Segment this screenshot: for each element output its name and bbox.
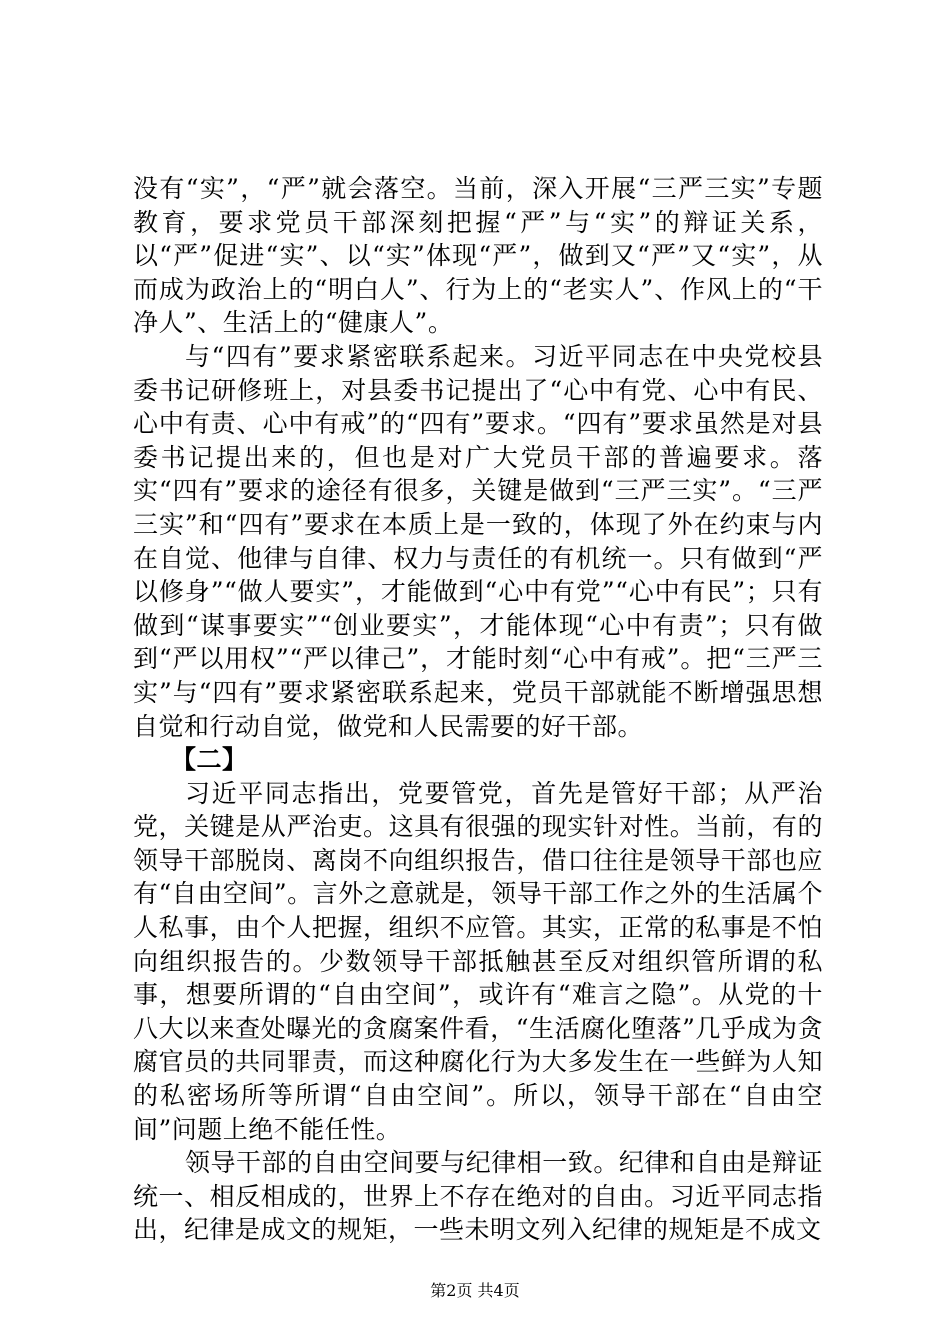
paragraph-free-space: 习近平同志指出，党要管党，首先是管好干部；从严治党，关键是从严治吏。这具有很强的现实针对性。当前，有的领导干部脱岗、离岗不向组织报告，借口往往是领导干部也应有“自由空间”。言外之意就是，领导干部工作之外的生活属个人私事，由个人把握，组织不应管。其实，正常的私事是不怕向组织报告的。少数领导干部抵触甚至反对组织管所谓的私事，想要所谓的“自由空间”，或许有“难言之隐”。从党的十八大以来查处曝光的贪腐案件看，“生活腐化堕落”几乎成为贪腐官员的共同罪责，而这种腐化行为大多发生在一些鲜为人知的私密场所等所谓“自由空间”。所以，领导干部在“自由空间”问题上绝不能任性。 [133, 778, 823, 1144]
paragraph-discipline: 领导干部的自由空间要与纪律相一致。纪律和自由是辩证统一、相反相成的，世界上不存在绝对的自由。习近平同志指出，纪律是成文的规矩，一些未明文列入纪律的规矩是不成文 [133, 1148, 823, 1245]
paragraph-continuation: 没有“实”，“严”就会落空。当前，深入开展“三严三实”专题教育，要求党员干部深刻把握“严”与“实”的辩证关系，以“严”促进“实”、以“实”体现“严”，做到又“严”又“实”，从而成为政治上的“明白人”、行为上的“老实人”、作风上的“干净人”、生活上的“健康人”。 [133, 174, 823, 338]
section-heading: 【二】 [171, 745, 248, 775]
document-body [133, 172, 823, 1247]
paragraph-sixiou: 与“四有”要求紧密联系起来。习近平同志在中央党校县委书记研修班上，对县委书记提出了“心中有党、心中有民、心中有责、心中有戒”的“四有”要求。“四有”要求虽然是对县委书记提出来的，但也是对广大党员干部的普遍要求。落实“四有”要求的途径有很多，关键是做到“三严三实”。“三严三实”和“四有”要求在本质上是一致的，体现了外在约束与内在自觉、他律与自律、权力与责任的有机统一。只有做到“严以修身”“做人要实”，才能做到“心中有党”“心中有民”；只有做到“谋事要实”“创业要实”，才能体现“心中有责”；只有做到“严以用权”“严以律己”，才能时刻“心中有戒”。把“三严三实”与“四有”要求紧密联系起来，党员干部就能不断增强思想自觉和行动自觉，做党和人民需要的好干部。 [133, 341, 823, 741]
page-footer: 第2页 共4页 [430, 1281, 520, 1300]
